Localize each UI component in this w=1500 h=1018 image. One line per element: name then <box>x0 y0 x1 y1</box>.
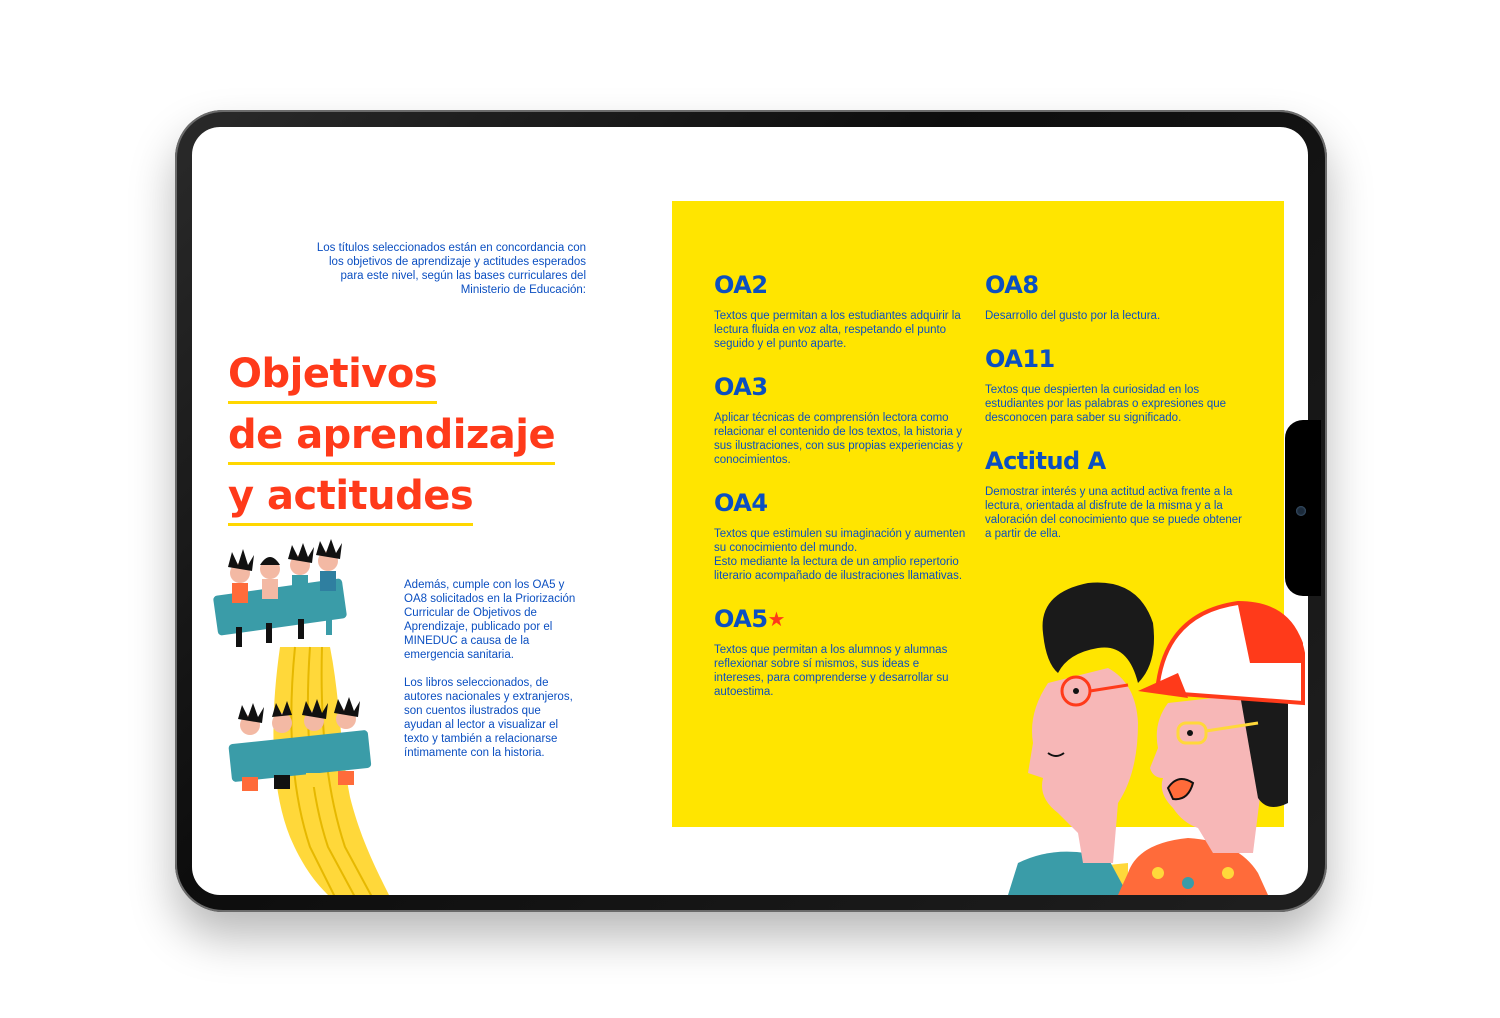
objective-oa8 <box>985 271 1245 323</box>
ride-illustration <box>210 537 410 895</box>
side-paragraph-1: Además, cumple con los OA5 y OA8 solicitados en la Priorización Curricular de Objetivos de Aprendizaje, publicado por el MINEDUC a causa de la emergencia sanitaria. <box>404 579 576 661</box>
tablet-screen <box>192 127 1308 895</box>
oa3-title: OA3 <box>714 373 768 401</box>
oa2-title: OA2 <box>714 271 768 299</box>
camera-icon <box>1296 506 1306 516</box>
oa8-text: Desarrollo del gusto por la lectura. <box>985 310 1161 322</box>
oa4-text-1: Textos que estimulen su imaginación y aumenten su conocimiento del mundo. <box>714 528 966 554</box>
objective-oa3 <box>714 373 976 467</box>
oa11-text: Textos que despierten la curiosidad en los estudiantes por las palabras o expresiones que desconocen para saber su significado. <box>985 384 1227 424</box>
oa8-title: OA8 <box>985 271 1039 299</box>
title-line-3: y actitudes <box>228 473 473 526</box>
actitud-a-title: Actitud A <box>985 447 1106 475</box>
oa5-title: OA5 <box>714 605 768 633</box>
oa5-text: Textos que permitan a los alumnos y alumnas reflexionar sobre sí mismos, sus ideas e intereses, para comprenderse y desarrollar su autoestima. <box>714 644 949 698</box>
characters-illustration <box>988 573 1308 895</box>
side-paragraph-2: Los libros seleccionados, de autores nacionales y extranjeros, son cuentos ilustrados que ayudan al lector a visualizar el texto y también a relacionarse íntimamente con la historia. <box>404 677 573 759</box>
page-title <box>228 351 588 534</box>
objective-oa5 <box>714 605 954 699</box>
objective-oa11 <box>985 345 1245 425</box>
star-icon: ★ <box>767 607 785 631</box>
title-line-2: de aprendizaje <box>228 412 555 465</box>
intro-text: Los títulos seleccionados están en concordancia con los objetivos de aprendizaje y actitudes esperados para este nivel, según las bases curriculares del Ministerio de Educación: <box>316 242 586 296</box>
title-line-1: Objetivos <box>228 351 437 404</box>
side-text <box>404 578 579 774</box>
oa3-text: Aplicar técnicas de comprensión lectora como relacionar el contenido de los textos, la historia y sus ilustraciones, con sus propias experiencias y conocimientos. <box>714 412 963 466</box>
oa4-text-2: Esto mediante la lectura de un amplio repertorio literario acompañado de ilustraciones llamativas. <box>714 556 963 582</box>
actitud-a-text: Demostrar interés y una actitud activa frente a la lectura, orientada al disfrute de la misma y a la valoración del conocimiento que se puede obtener a partir de ella. <box>985 486 1243 540</box>
objective-oa2 <box>714 271 976 351</box>
oa11-title: OA11 <box>985 345 1055 373</box>
objective-oa4 <box>714 489 976 583</box>
oa2-text: Textos que permitan a los estudiantes adquirir la lectura fluida en voz alta, respetando el punto seguido y el punto aparte. <box>714 310 961 350</box>
objective-actitud-a <box>985 447 1245 541</box>
oa4-title: OA4 <box>714 489 768 517</box>
